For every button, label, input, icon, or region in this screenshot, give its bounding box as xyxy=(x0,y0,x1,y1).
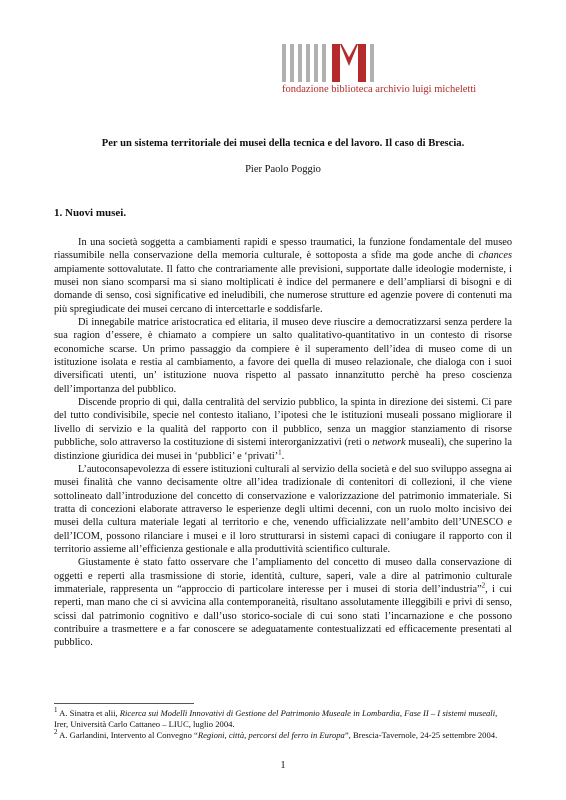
footnote-ref-2[interactable]: 2 xyxy=(481,581,486,590)
foundation-name: fondazione biblioteca archivio luigi micheletti xyxy=(282,84,477,95)
body-text xyxy=(54,236,512,650)
paragraph-2: Di innegabile matrice aristocratica ed elitaria, il museo deve riuscire a democratizzarsi senza perdere la sua ragion d’essere, è chiamato a compiere un salto qualitativo-quantitativo in un contesto di risorse economiche scarse. Un primo passaggio da compiere è il superamento dell’idea di museo come di un istituzione isolata e restia al cambiamento, a favore dei quella di museo relazionale, che dialoga con i suoi diversificati utenti, un’ istituzione nuova rispetto al passato innanzitutto perchè ha preso coscienza dell’importanza del pubblico. xyxy=(54,317,512,395)
page-number: 1 xyxy=(280,760,286,771)
foundation-logo xyxy=(282,44,376,82)
document-author: Pier Paolo Poggio xyxy=(245,164,321,175)
paragraph-3: Discende proprio di qui, dalla centralità del servizio pubblico, la spinta in direzione dei sistemi. Ci pare del tutto condivisibile, specie nel contesto italiano, l’ipotesi che le istituzioni museali possano migliorare il livello di servizio e la qualità del rapporto con il pubblico, senza un maggior stanziamento di risorse pubbliche, solo attraverso la costituzione di sistemi interorganizzativi (reti o network museali), che superino la distinzione giuridica dei musei in ‘pubblici’ e ‘privati’$^1$. xyxy=(54,397,512,462)
section-heading: 1. Nuovi musei. xyxy=(54,207,127,219)
paragraph-5: Giustamente è stato fatto osservare che l’ampliamento del concetto di museo dalla conservazione di oggetti e reperti alla trasmissione di storie, identità, culture, saperi, vale a dire al patrimonio culturale immateriale, rappresenta un “approccio di particolare interesse per i musei di storia dell’industria”$^2$, i cui reperti, man mano che ci si avvicina alla contemporaneità, risultano assolutamente illeggibili e privi di senso, scissi dal patrimonio cognitivo e dall’uso storico-sociale di cui sono stati l’incarnazione e che possono contribuire a trasmettere e a far conoscere se adeguatamente contestualizzati ed efficacemente presentati al pubblico. xyxy=(54,557,512,649)
footnote-2: $^2$ A. Garlandini, Intervento al Convegno “Regioni, città, percorsi del ferro in Europa”, Brescia-Tavernole, 24-25 settembre 2004. xyxy=(54,728,498,741)
paragraph-4: L’autoconsapevolezza di essere istituzioni culturali al servizio della società e del suo sviluppo assegna ai musei finalità che vanno decisamente oltre all’idea tradizionale di contenitori di collezioni, il che viene sottolineato dall’introduzione del concetto di conservazione e valorizzazione del patrimonio immateriale. Si tratta di concezioni elaborate attraverso le esperienze degli ultimi decenni, con un ruolo molto incisivo dei musei della cultura materiale legati al territorio e che, venendo ufficializzate nell’ambito dell’UNESCO e dell’ICOM, possono rilanciare i musei e il loro strutturarsi in sistemi capaci di coniugare il rapporto con il territorio assieme all’efficienza gestionale e alla produttività scientifico culturale. xyxy=(54,463,512,555)
footnote-1: $^1$ A. Sinatra et alii, Ricerca sui Modelli Innovativi di Gestione del Patrimonio Museale in Lombardia, Fase II – I sistemi museali, Irer, Università Carlo Cattaneo – LIUC, luglio 2004. xyxy=(54,706,498,729)
paragraph-1: In una società soggetta a cambiamenti rapidi e spesso traumatici, la funzione fondamentale del museo riassumibile nella conservazione della memoria culturale, è sottoposta a sfide ma gode anche di chances ampiamente sottovalutate. Il fatto che contrariamente alle previsioni, supportate dalle ideologie moderniste, i musei non siano scomparsi ma si siano moltiplicati è indice del permanere e dell’ampliarsi di bisogni e di domande di senso, così significative ed ineludibili, che numerose strutture ed agenzie povere di contenuti ma più spregiudicate dei musei cercano di intercettarle e soddisfarle. xyxy=(54,237,512,315)
footnotes xyxy=(54,708,512,742)
document-title: Per un sistema territoriale dei musei della tecnica e del lavoro. Il caso di Brescia. xyxy=(101,138,465,149)
footnote-divider xyxy=(54,703,194,704)
footnote-ref-1[interactable]: 1 xyxy=(278,448,282,457)
